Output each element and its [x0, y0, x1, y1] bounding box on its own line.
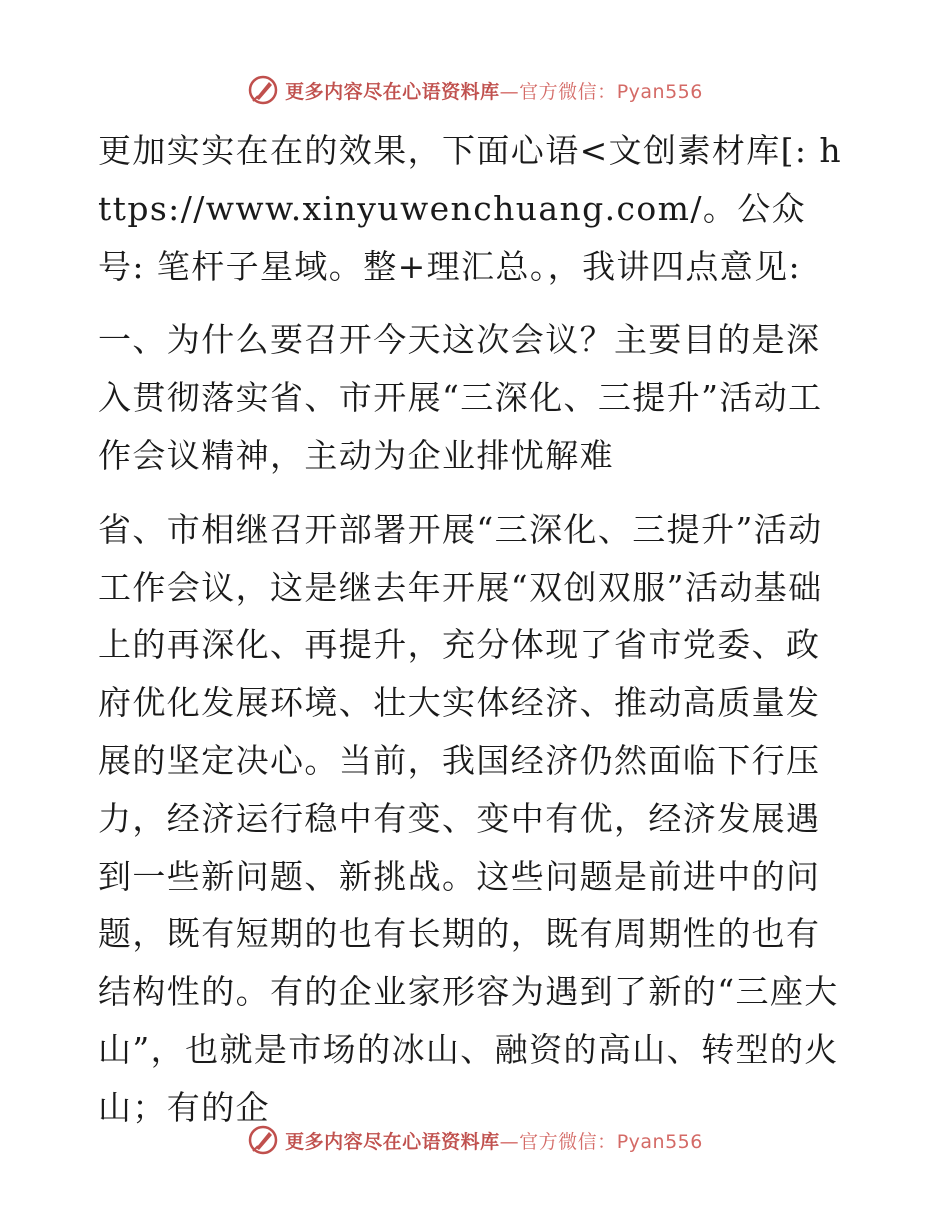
watermark-text	[285, 77, 703, 104]
paragraph-intro: 更加实实在在的效果，下面心语<文创素材库[: https://www.xinyuwenchuang.com/。公众号: 笔杆子星域。整+理汇总。，我讲四点意见:	[98, 131, 842, 286]
watermark-main: 更多内容尽在心语资料库	[285, 1130, 500, 1153]
watermark-wechat-id: Pyan556	[616, 80, 703, 103]
watermark-wechat-id: Pyan556	[616, 1130, 703, 1153]
quill-pen-logo-icon	[247, 74, 279, 106]
quill-pen-logo-icon	[247, 1124, 279, 1156]
paragraph-section-one-body: 省、市相继召开部署开展“三深化、三提升”活动工作会议，这是继去年开展“双创双服”活动基础上的再深化、再提升，充分体现了省市党委、政府优化发展环境、壮大实体经济、推动高质量发展的坚定决心。当前，我国经济仍然面临下行压力，经济运行稳中有变、变中有优，经济发展遇到一些新问题、新挑战。这些问题是前进中的问题，既有短期的也有长期的，既有周期性的也有结构性的。有的企业家形容为遇到了新的“三座大山”，也就是市场的冰山、融资的高山、转型的火山；有的企	[98, 509, 839, 1127]
header-watermark	[0, 70, 950, 110]
watermark-text	[285, 1127, 703, 1154]
footer-watermark	[0, 1120, 950, 1160]
watermark-wechat-label: 官方微信：	[519, 1130, 617, 1153]
paragraph-section-one: 一、为什么要召开今天这次会议？主要目的是深入贯彻落实省、市开展“三深化、三提升”活动工作会议精神，主动为企业排忧解难	[98, 320, 823, 475]
document-body	[98, 122, 850, 1137]
watermark-wechat-label: 官方微信：	[519, 80, 617, 103]
watermark-separator: —	[499, 80, 520, 103]
watermark-separator: —	[499, 1130, 520, 1153]
watermark-main: 更多内容尽在心语资料库	[285, 80, 500, 103]
